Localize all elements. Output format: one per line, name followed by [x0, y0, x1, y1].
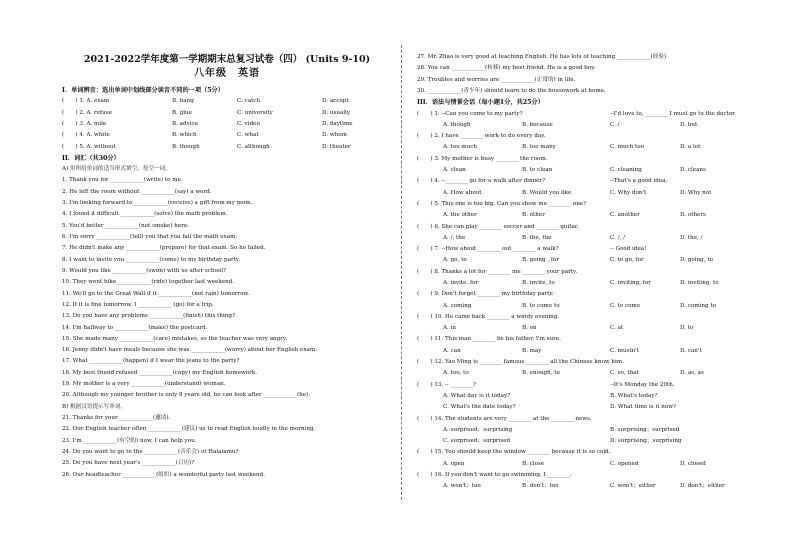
option-d: D. usually [322, 109, 350, 116]
choice-row [62, 130, 392, 141]
question-row [417, 176, 752, 187]
option-c: C. mustn't [610, 347, 640, 354]
question-stem: ( ) 6. She can play ________ soccer and ________ guitar. [417, 223, 579, 230]
question-row [417, 312, 752, 323]
option-d: D. inviting, to [680, 280, 719, 286]
option-d: D. Why not [680, 189, 712, 196]
fill-blank-item: 16. Jenny didn't have meals because she was ____________(worry) about her English exam. [62, 347, 317, 354]
option-c: C. /, / [610, 234, 625, 241]
options-row [417, 210, 752, 221]
question-stem: ( ) 7. --How about ________ out ________ a walk? [417, 246, 559, 253]
fill-blank-item: 13. Do you have any problems ____________(finish) this thing? [62, 313, 235, 320]
option-a: A. What day is it today? [443, 392, 511, 399]
option-b: B. the, the [522, 234, 552, 241]
fill-blank-item: 2. He left the room without ____________(say) a word. [62, 188, 212, 195]
option-a: A. the other [443, 212, 477, 219]
section-3-questions [417, 109, 752, 493]
question-stem: ( ) 3. My mother is busy ________ the room. [417, 155, 548, 162]
section-2-part-a-items [62, 175, 392, 401]
option-b: B. too many [522, 144, 556, 151]
options-row [417, 188, 752, 199]
question-reply: -- Good idea! [610, 246, 647, 253]
question-row [417, 131, 752, 142]
option-b: B. which [172, 132, 197, 139]
fill-blank-item: 24. Do you want to go to the ____________(音乐会) of Halaiamu? [62, 448, 239, 455]
fill-blank-item: 18. My best friend refused ____________(copy) my English homework. [62, 369, 257, 376]
option-c: C. opened [610, 460, 639, 467]
option-c: C. much too [610, 144, 645, 151]
option-d: D. accept [322, 98, 349, 105]
option-a: A. in [443, 325, 456, 332]
question-row [417, 289, 752, 300]
fill-blank-item: 29. Troubles and worries are ____________(正常的) in life. [417, 76, 576, 83]
question-stem: ( ) 4. A. white [62, 132, 110, 139]
options-row [417, 346, 752, 357]
question-stem: ( ) 3. A. mile [62, 120, 107, 127]
section-1-heading: I．单词辨音：选出单词中划线部分读音不同的一项（5分） [62, 87, 224, 94]
option-c: C. to come [610, 302, 641, 309]
options-row [417, 425, 752, 436]
option-b: B. to clean [522, 167, 553, 174]
question-stem: ( ) 12. Yao Ming is ________ famous ________ all the Chinese know him. [417, 359, 624, 366]
question-row [417, 334, 752, 345]
section-2-continued-items [417, 52, 752, 97]
fill-blank-item: 22. Our English teacher often ____________(建议) us to read English loudly in the morning. [62, 426, 316, 433]
option-a: A. coming [443, 302, 472, 309]
option-c: C. What's the date today? [443, 404, 516, 411]
option-c: C. catch [237, 98, 261, 105]
question-stem: ( ) 10. He came back ________ a windy evening. [417, 313, 560, 320]
options-row [417, 323, 752, 334]
option-d: D. What time is it now? [610, 404, 676, 411]
option-c: C. what [237, 132, 259, 139]
option-b: B. advice [172, 120, 198, 127]
question-row [417, 447, 752, 458]
option-c: C. / [610, 121, 620, 128]
option-d: D. closed [680, 460, 706, 467]
option-d: D. cleans [680, 167, 706, 174]
fill-blank-item: 20. Although my younger brother is only 8 years old, he can look after ____________(he). [62, 392, 310, 399]
option-b: B. though [172, 143, 200, 150]
option-b: B. other [522, 212, 545, 219]
page-subtitle: 八年级 英语 [194, 68, 260, 79]
option-a: A. can [443, 347, 461, 354]
option-b: B. hang [172, 98, 194, 105]
option-d: D. don't；either [680, 483, 725, 490]
options-row [417, 368, 752, 379]
question-stem: ( ) 14. The students are very ________ at the ________ news. [417, 415, 592, 422]
option-b: B. enough, to [522, 370, 560, 377]
options-row [417, 165, 752, 176]
option-d: D. a lot [680, 144, 701, 151]
question-stem: ( ) 1. A. exam [62, 98, 110, 105]
fill-blank-item: 12. If it is fine tomorrow, I ____________ (go) for a trip. [62, 301, 214, 308]
section-3-heading: III．语法与情景会话（每小题1分，共25分） [417, 99, 544, 107]
question-stem: ( ) 5. A. without [62, 143, 116, 150]
fill-blank-item: 14. I'm halfway to ____________(make) the postcard. [62, 324, 208, 331]
option-d: D. as, as [680, 370, 704, 377]
option-b: B. going , for [522, 257, 560, 264]
question-stem: ( ) 15. You should keep the window ________ because it is so cold. [417, 449, 611, 456]
option-c: C. surprised；surprised [443, 438, 511, 445]
fill-blank-item: 5. You'd better ____________(not smoke) here. [62, 222, 189, 229]
option-b: B. Would you like [522, 189, 572, 196]
fill-blank-item: 11. We'll go to the Great Wall if it ____________(not rain) tomorrow. [62, 290, 250, 297]
question-row [417, 109, 752, 120]
fill-blank-item: 4. I found it difficult ____________(solve) the math problem. [62, 211, 228, 218]
left-column [62, 53, 392, 481]
option-c: C. cleaning [610, 167, 642, 174]
choice-row [62, 96, 392, 107]
fill-blank-item: 23. I'm ____________(有空的) now, I can help you. [62, 437, 197, 444]
fill-blank-item: 10. They went bike ____________(ride) together last weekend. [62, 279, 235, 286]
fill-blank-item: 25. Do you have next year's ____________(日历)? [62, 460, 195, 467]
choice-row [62, 142, 392, 153]
question-stem: ( ) 13. -- ________? [417, 381, 476, 388]
column-divider [401, 45, 402, 500]
option-d: D. daytime [322, 120, 353, 127]
option-a: A. too, to [443, 370, 469, 377]
fill-blank-item: 8. I want to invite you ____________(come) to my birthday party. [62, 256, 241, 263]
question-stem: ( ) 5. This one is too big. Can you show me ________ one? [417, 200, 587, 207]
question-row [417, 380, 752, 391]
option-a: A. won't；too [443, 483, 481, 490]
fill-blank-item: 19. My mother is a very ____________(understand) woman. [62, 381, 226, 388]
option-b: B. because [522, 121, 553, 128]
option-d: D. to [680, 325, 694, 332]
fill-blank-item: 17. What ____________(happen) if I wear the jeans to the party? [62, 358, 240, 365]
options-row [417, 142, 752, 153]
question-stem: ( ) 1. --Can you come to my party? [417, 110, 523, 117]
option-d: D. theater [322, 143, 351, 150]
question-row [417, 470, 752, 481]
question-stem: ( ) 2. I have ________ work to do every day. [417, 133, 546, 140]
options-row [417, 120, 752, 131]
option-b: B. invite, to [522, 280, 555, 286]
fill-blank-item: 21. Thanks for your ____________(邀请). [62, 415, 171, 422]
option-a: A. clean [443, 167, 466, 174]
option-d: D. going, to [680, 257, 713, 264]
section-1-questions [62, 96, 392, 153]
question-reply: --That's a good idea. [610, 178, 668, 185]
option-a: A. open [443, 460, 465, 467]
fill-blank-item: 30. ____________(青少年) should learn to do the housework at home. [417, 87, 606, 94]
options-row [417, 391, 752, 402]
fill-blank-item: 1. Thank you for ____________(write) to me. [62, 177, 183, 184]
option-a: A. too much [443, 144, 477, 151]
option-a: A. /, the [443, 234, 466, 241]
fill-blank-item: 26. Our headteacher ____________(组织) a wonderful party last weekend. [62, 471, 265, 478]
option-a: A. invite, for [443, 280, 479, 286]
fill-blank-item: 28. You can ____________(转移) my best friend. He is a good boy. [417, 65, 596, 72]
fill-blank-item: 3. I'm looking forward to ____________(receive) a gift from my mom. [62, 200, 253, 207]
fill-blank-item: 6. I'm sorry ____________(tell) you that you fail the math exam. [62, 234, 238, 241]
option-c: B. surprising；surprised [610, 426, 680, 433]
choice-row [62, 119, 392, 130]
option-a: A. surprised；surprising [443, 426, 513, 433]
fill-blank-item: 27. Mr. Zhao is very good at teaching English. He has lots of teaching ____________(经验) [417, 54, 667, 60]
section-2-heading: II．词汇（共30分） [62, 154, 120, 162]
option-b: B. close [522, 460, 545, 467]
page-title: 2021-2022学年度第一学期期末总复习试卷（四） (Units 9-10) [83, 54, 371, 65]
question-row [417, 357, 752, 368]
section-2-part-b: B) 根据汉语提示写单词。 [62, 403, 127, 410]
option-d: D. surprising；surprising [610, 438, 682, 445]
options-row [417, 459, 752, 470]
option-c: C. video [237, 120, 260, 127]
question-stem: ( ) 2. A. refuse [62, 109, 112, 116]
section-2-part-a: A) 用所给单词的适当形式填空，每空一词。 [62, 166, 171, 173]
fill-blank-item: 15. She made many ____________(care) mistakes, so the teacher was very angry. [62, 335, 288, 342]
option-d: D. others [680, 212, 706, 219]
option-d: D. can't [680, 347, 702, 354]
question-stem: ( ) 4. --________ go for a walk after dinner? [417, 178, 546, 185]
question-stem: ( ) 16. If you don't want to go swimming, I ________. [417, 472, 572, 479]
question-reply: --It's Monday the 20th. [610, 381, 675, 388]
fill-blank-item: 9. Would you like ____________(swim) with us after school? [62, 267, 227, 274]
option-b: B. don't；too [522, 483, 559, 490]
option-c: C. inviting, for [610, 280, 651, 286]
question-row [417, 244, 752, 255]
question-row [417, 199, 752, 210]
question-stem: ( ) 9. Don't forget ________ my birthday party. [417, 291, 554, 298]
options-row [417, 301, 752, 312]
question-reply: --I'd love to, ________ I must go to the doctor. [610, 110, 737, 117]
option-a: A. though [443, 121, 471, 128]
option-c: C. university [237, 109, 273, 116]
option-a: A. How about [443, 189, 482, 196]
question-stem: ( ) 11. This man ________ be his father, I'm sure. [417, 336, 561, 343]
option-a: A. go, to [443, 257, 467, 264]
options-row [417, 436, 752, 447]
option-b: B. on [522, 325, 537, 332]
option-d: D. whom [322, 132, 347, 139]
option-c: B. What's today? [610, 392, 658, 399]
options-row [417, 255, 752, 266]
option-b: B. may [522, 347, 542, 354]
question-row [417, 414, 752, 425]
option-c: C. so, that [610, 370, 639, 377]
option-d: D. but [680, 121, 698, 128]
question-row [417, 267, 752, 278]
option-c: C. Why don't [610, 189, 647, 196]
fill-blank-item: 7. He didn't make any ____________(prepare) for that exam. So he failed. [62, 245, 266, 252]
options-row [417, 233, 752, 244]
option-c: C. another [610, 212, 640, 219]
option-c: C. to go, for [610, 257, 644, 264]
option-b: B. to come to [522, 302, 560, 309]
option-c: C. although [237, 143, 270, 150]
option-d: D. the, / [680, 234, 703, 241]
question-row [417, 222, 752, 233]
option-c: C. won't；either [610, 483, 656, 490]
option-d: D. coming to [680, 302, 717, 309]
question-row [417, 154, 752, 165]
options-row [417, 278, 752, 289]
options-row [417, 481, 752, 492]
right-column [417, 52, 752, 493]
options-row [417, 402, 752, 413]
option-c: C. at [610, 325, 624, 332]
option-b: B. glue [172, 109, 192, 116]
question-stem: ( ) 8. Thanks a lot for ________ me ________ your party. [417, 268, 578, 275]
section-2-part-b-items [62, 413, 392, 481]
choice-row [62, 108, 392, 119]
